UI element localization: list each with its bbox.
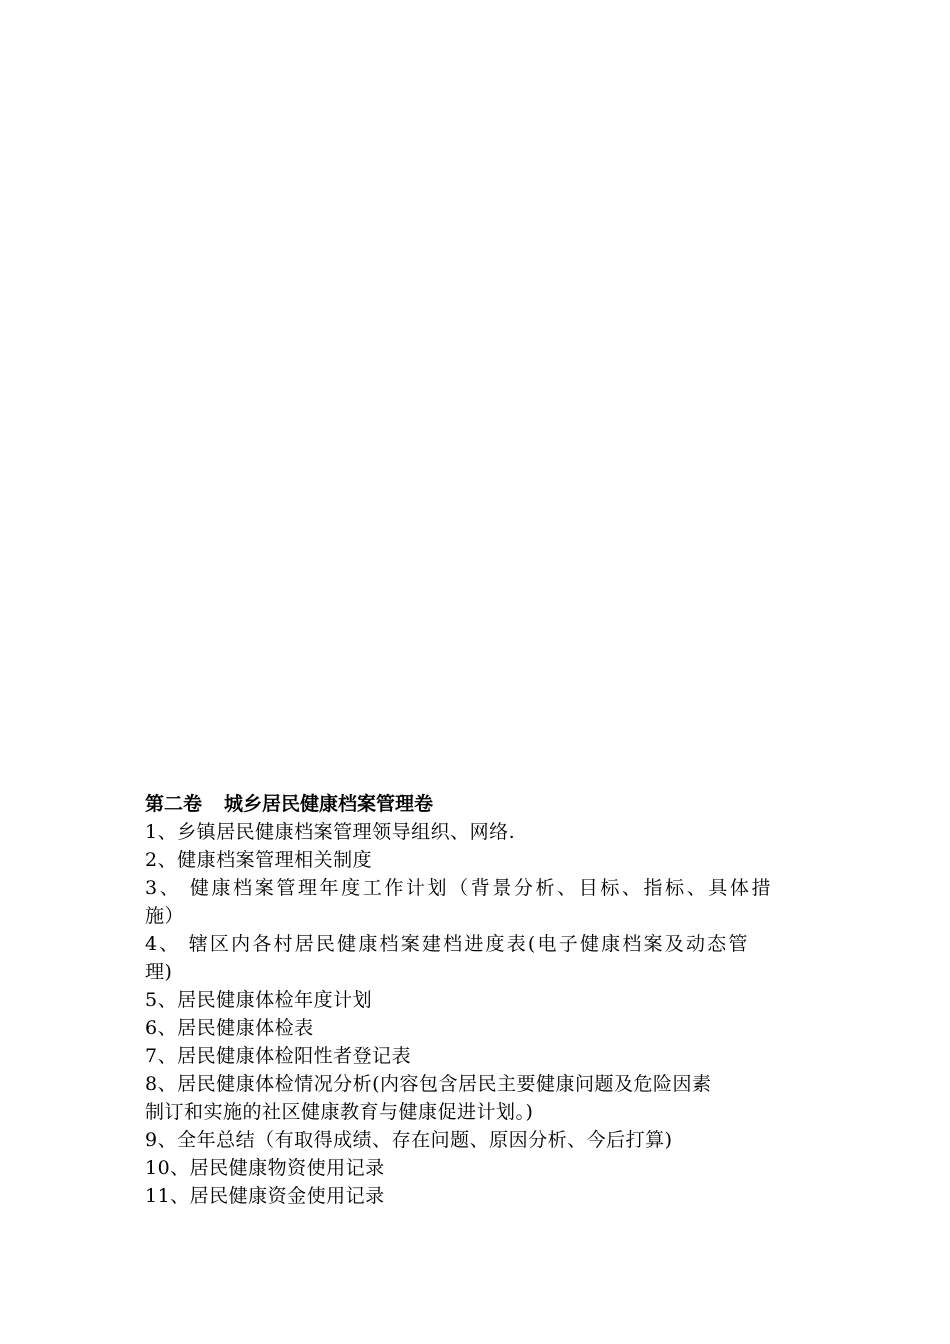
volume-label: 第二卷 [145, 793, 203, 815]
list-item: 2、健康档案管理相关制度 [145, 849, 373, 871]
list-item-continuation: 施） [145, 905, 185, 927]
list-item: 8、居民健康体检情况分析(内容包含居民主要健康问题及危险因素 [145, 1073, 712, 1095]
list-item: 9、全年总结（有取得成绩、存在问题、原因分析、今后打算) [145, 1129, 673, 1151]
section-title [145, 790, 810, 818]
list-item: 1、乡镇居民健康档案管理领导组织、网络. [145, 821, 516, 843]
document-body [145, 790, 810, 1210]
list-item: 6、居民健康体检表 [145, 1017, 314, 1039]
list-item: 10、居民健康物资使用记录 [145, 1157, 385, 1179]
list-item: 4、 辖区内各村居民健康档案建档进度表(电子健康档案及动态管 [145, 933, 750, 955]
list-item: 5、居民健康体检年度计划 [145, 989, 373, 1011]
list-item: 7、居民健康体检阳性者登记表 [145, 1045, 412, 1067]
list-item-continuation: 理) [145, 961, 173, 983]
list-item: 11、居民健康资金使用记录 [145, 1185, 385, 1207]
list-item-continuation: 制订和实施的社区健康教育与健康促进计划。) [145, 1101, 534, 1123]
list-item: 3、 健康档案管理年度工作计划（背景分析、目标、指标、具体措 [145, 877, 774, 899]
volume-name: 城乡居民健康档案管理卷 [224, 793, 434, 815]
